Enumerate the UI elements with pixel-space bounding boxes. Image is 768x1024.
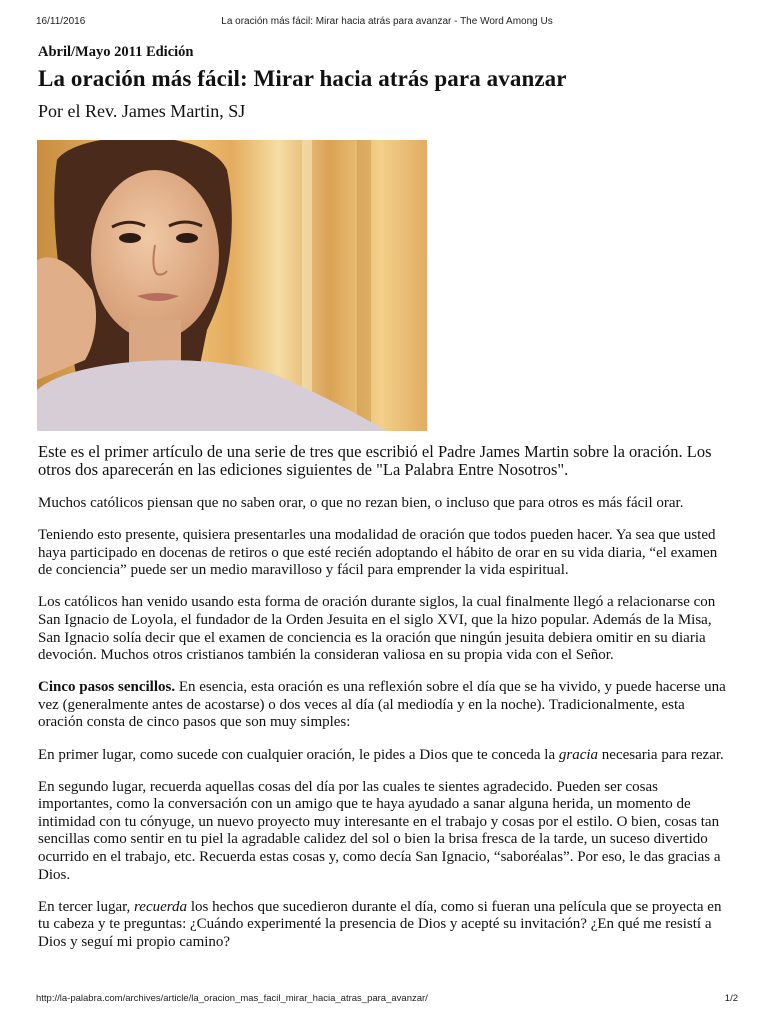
- paragraph-2: Teniendo esto presente, quisiera presentarles una modalidad de oración que todos pueden hacer. Ya sea que usted haya participado en docenas de retiros o que esté recién adoptando el hábito de orar en su vida diaria, “el examen de conciencia” puede ser un medio maravilloso y fácil para emprender la vida espiritual.: [38, 527, 718, 579]
- article-title: La oración más fácil: Mirar hacia atrás para avanzar: [38, 66, 567, 91]
- section-heading-five-steps: Cinco pasos sencillos.: [38, 679, 176, 696]
- paragraph-7-text-b: los hechos que sucedieron durante el día, como si fueran una película que se proyecta en tu cabeza y te preguntas: ¿Cuándo experimenté la presencia de Dios y acepté su invitación? ¿En qué me resistí a Dios y seguí mi propio camino?: [38, 898, 722, 950]
- paragraph-5-text-a: En primer lugar, como sucede con cualquier oración, le pides a Dios que te conceda la: [38, 746, 559, 763]
- paragraph-7-text-a: En tercer lugar,: [38, 898, 135, 915]
- woman-portrait-illustration: [37, 140, 427, 431]
- paragraph-5-text-b: necesaria para rezar.: [598, 746, 724, 763]
- print-footer: [36, 993, 738, 1007]
- paragraph-7-emphasis: recuerda: [134, 898, 188, 915]
- paragraph-4: [38, 679, 728, 732]
- paragraph-3: Los católicos han venido usando esta forma de oración durante siglos, la cual finalmente llegó a relacionarse con San Ignacio de Loyola, el fundador de la Orden Jesuita en el siglo XVI, que la hizo popular. Además de la Misa, San Ignacio solía decir que el examen de conciencia es la oración que ningún jesuita debiera omitir en su diaria devoción. Muchos otros cristianos también la consideran valiosa en su propia vida con el Señor.: [38, 594, 716, 664]
- source-url: http://la-palabra.com/archives/article/la_oracion_mas_facil_mirar_hacia_atras_para_avanzar/: [36, 993, 428, 1004]
- paragraph-6: En segundo lugar, recuerda aquellas cosas del día por las cuales te sientes agradecido. Pueden ser cosas importantes, como la conversación con un amigo que te haya ayudado a sanar alguna herida, un momento de intimidad con tu cónyuge, un nuevo proyecto muy interesante en el trabajo y cosas por el estilo. O bien, cosas tan sencillas como sentir en tu piel la agradable calidez del sol o bien la brisa fresca de la tarde, un suceso divertido ocurrido en el trabajo, etc. Recuerda estas cosas y, como decía San Ignacio, “saboréalas”. Por eso, le das gracias a Dios.: [38, 778, 721, 883]
- print-date: 16/11/2016: [36, 16, 86, 27]
- paragraph-4-text: En esencia, esta oración es una reflexión sobre el día que se ha vivido, y puede hacerse una vez (generalmente antes de acostarse) o dos veces al día (al mediodía y en la noche). Tradicionalmente, esta oración consta de cinco pasos que son muy simples:: [38, 679, 726, 731]
- print-page-title: La oración más fácil: Mirar hacia atrás para avanzar - The Word Among Us: [221, 16, 553, 27]
- paragraph-5-emphasis: gracia: [558, 746, 599, 763]
- article-photo: [37, 140, 427, 431]
- page-number: 1/2: [724, 993, 738, 1004]
- print-header: [36, 16, 738, 30]
- intro-paragraph: Este es el primer artículo de una serie de tres que escribió el Padre James Martin sobre la oración. Los otros dos aparecerán en las ediciones siguientes de "La Palabra Entre Nosotros".: [38, 442, 712, 479]
- paragraph-5: [38, 747, 728, 765]
- article-byline: Por el Rev. James Martin, SJ: [38, 101, 246, 121]
- article-body: [38, 443, 728, 966]
- paragraph-1: Muchos católicos piensan que no saben orar, o que no rezan bien, o incluso que para otros es más fácil orar.: [38, 495, 684, 511]
- edition-label: Abril/Mayo 2011 Edición: [38, 44, 194, 60]
- paragraph-7: [38, 899, 728, 952]
